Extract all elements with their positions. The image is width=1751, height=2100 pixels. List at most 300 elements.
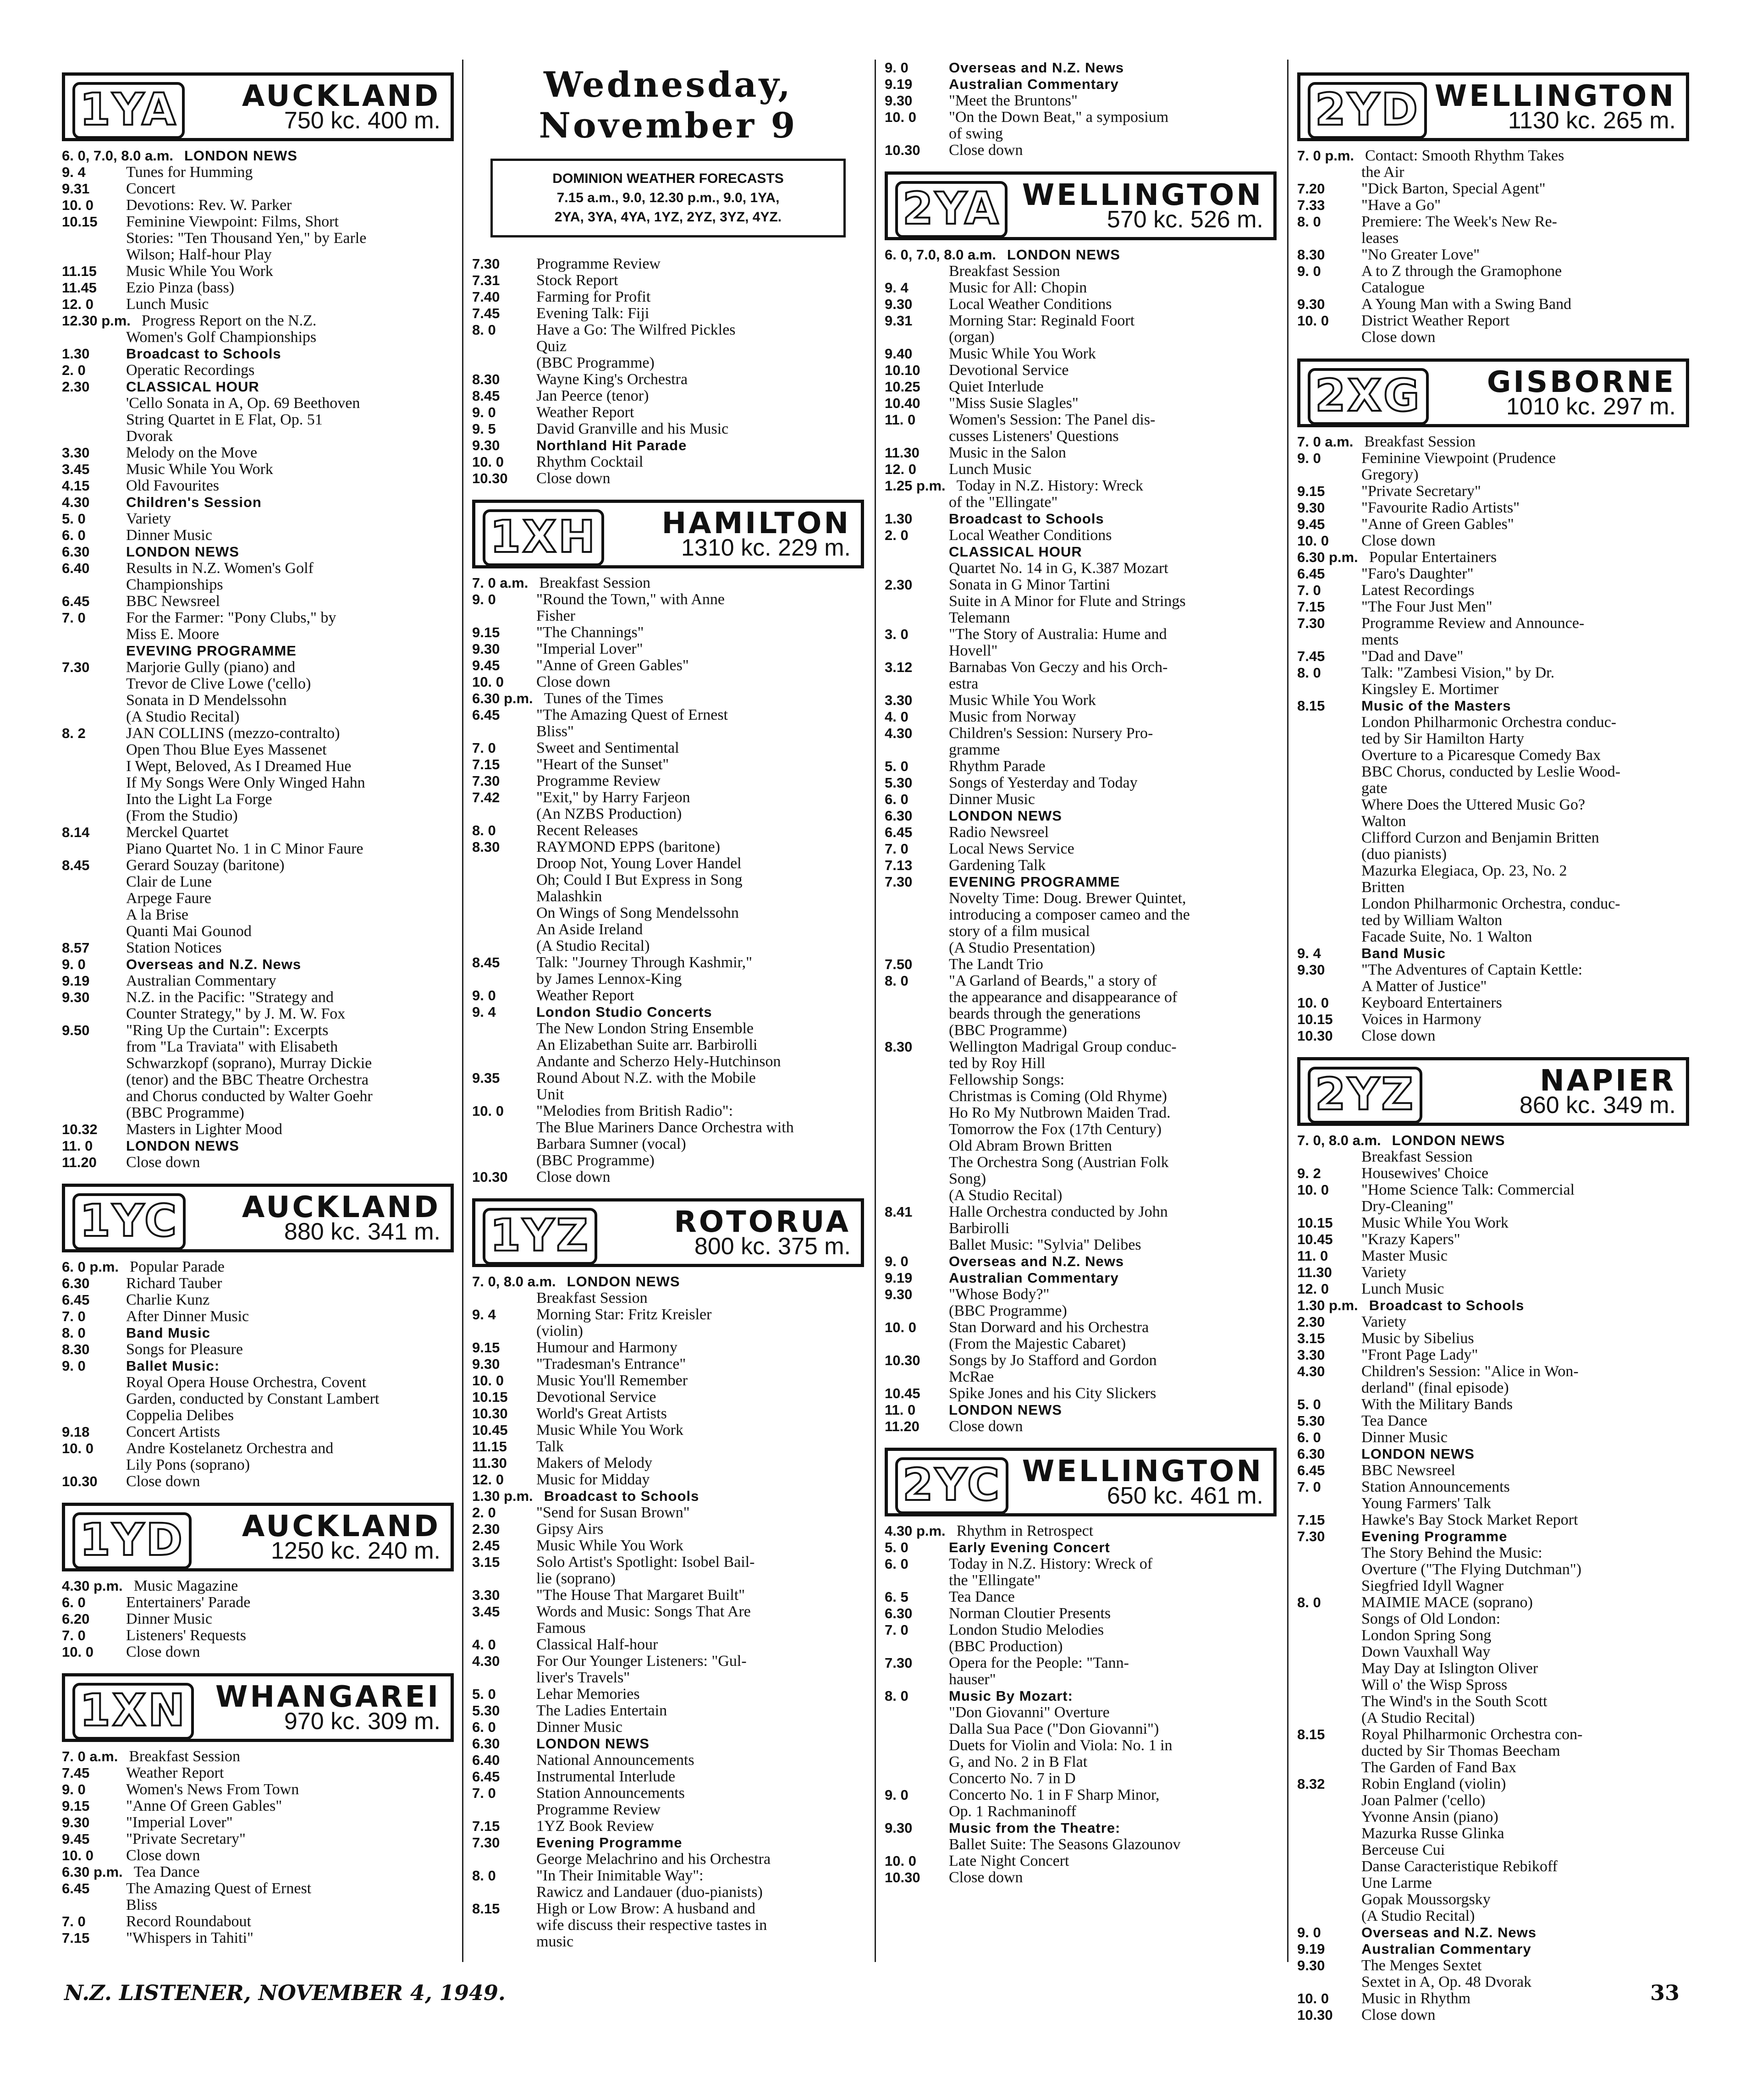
programme-text: Song): [949, 1170, 986, 1187]
programme-text: Overseas and N.Z. News: [949, 60, 1124, 76]
programme-text: Tunes of the Times: [544, 690, 664, 707]
programme-text: Open Thou Blue Eyes Massenet: [126, 741, 327, 758]
programme-text: the Air: [1361, 164, 1404, 181]
programme-time: [885, 610, 949, 626]
programme-text: Merckel Quartet: [126, 824, 229, 841]
programme-text: Australian Commentary: [949, 76, 1119, 92]
programme-text: Broadcast to Schools: [126, 346, 281, 362]
programme-text: "A Garland of Beards," a story of: [949, 972, 1157, 989]
programme-line: [1297, 929, 1689, 945]
column-4: [1297, 60, 1689, 2023]
programme-time: 7.30: [472, 773, 500, 789]
programme-line: [1297, 1627, 1689, 1644]
programme-time: [885, 428, 949, 445]
programme-time: [885, 1754, 949, 1770]
programme-line: [1297, 1792, 1689, 1809]
station-frequency: 880 kc. 341 m.: [284, 1218, 441, 1245]
station-frequency: 1010 kc. 297 m.: [1506, 393, 1676, 420]
programme-text: Quiet Interlude: [949, 378, 1044, 395]
programme-time: 6.30 p.m.: [472, 690, 533, 706]
programme-time: 11.20: [62, 1154, 97, 1170]
station-header: [472, 500, 864, 568]
programme-line: [472, 1290, 864, 1306]
programme-text: Tea Dance: [1361, 1412, 1427, 1429]
programme-line: [62, 1578, 454, 1594]
programme-text: Local Weather Conditions: [949, 296, 1112, 313]
programme-text: Gregory): [1361, 466, 1419, 483]
programme-line: [885, 313, 1277, 329]
programme-line: [885, 1572, 1277, 1589]
programme-time: [1297, 1660, 1361, 1677]
programme-text: "Anne of Green Gables": [536, 657, 689, 674]
programme-line: [62, 214, 454, 230]
programme-line: [62, 1627, 454, 1644]
programme-line: [1297, 1132, 1689, 1149]
programme-text: London Philharmonic Orchestra conduc-: [1361, 714, 1617, 731]
programme-line: [885, 1204, 1277, 1220]
programme-text: Australian Commentary: [1361, 1941, 1531, 1957]
programme-text: (A Studio Recital): [126, 708, 240, 725]
programme-line: [472, 355, 864, 371]
programme-time: 7.45: [472, 305, 500, 321]
programme-text: Droop Not, Young Lover Handel: [536, 855, 742, 872]
programme-text: Today in N.Z. History: Wreck: [956, 477, 1144, 494]
programme-time: 8.30: [885, 1039, 913, 1055]
programme-text: Into the Light La Forge: [126, 791, 272, 808]
programme-time: 9.30: [885, 1286, 913, 1302]
programme-line: [472, 1571, 864, 1587]
programme-line: [472, 1670, 864, 1686]
programme-time: [885, 890, 949, 907]
programme-line: [885, 626, 1277, 643]
programme-time: 4. 0: [885, 709, 909, 725]
programme-line: [62, 296, 454, 313]
programme-line: [1297, 230, 1689, 247]
programme-text: The Story Behind the Music:: [1361, 1544, 1542, 1561]
programme-text: MAIMIE MACE (soprano): [1361, 1594, 1533, 1611]
programme-time: 12. 0: [472, 1472, 504, 1488]
programme-time: 6.30: [472, 1736, 500, 1752]
programme-time: 10.30: [1297, 2007, 1333, 2023]
programme-text: "Don Giovanni" Overture: [949, 1704, 1110, 1721]
programme-text: Norman Cloutier Presents: [949, 1605, 1111, 1622]
programme-text: derland" (final episode): [1361, 1379, 1509, 1396]
programme-time: [62, 577, 126, 593]
programme-time: 3.15: [1297, 1330, 1325, 1346]
programme-text: gramme: [949, 741, 1000, 758]
programme-line: [1297, 483, 1689, 500]
programme-text: Sonata in D Mendelssohn: [126, 692, 287, 709]
programme-time: 7.15: [1297, 1512, 1325, 1528]
programme-text: Trevor de Clive Lowe ('cello): [126, 675, 311, 692]
programme-time: 6.30: [1297, 1446, 1325, 1462]
programme-line: [62, 1154, 454, 1171]
programme-time: 3.30: [472, 1587, 500, 1603]
programme-time: [1297, 1611, 1361, 1627]
programme-time: [1297, 164, 1361, 181]
station-city: AUCKLAND: [242, 79, 441, 113]
programme-line: [62, 1121, 454, 1138]
programme-text: (From the Studio): [126, 807, 238, 824]
programme-text: Music While You Work: [1361, 1214, 1509, 1231]
programme-time: [472, 1290, 536, 1306]
programme-time: 3.15: [472, 1554, 500, 1570]
programme-time: [472, 938, 536, 954]
programme-text: introducing a composer cameo and the: [949, 906, 1190, 923]
programme-time: 9.30: [885, 1820, 913, 1836]
programme-text: "Round the Town," with Anne: [536, 591, 725, 608]
programme-time: 7.30: [1297, 615, 1325, 631]
programme-text: Breakfast Session: [129, 1748, 241, 1765]
programme-line: [62, 1275, 454, 1292]
programme-text: Fellowship Songs:: [949, 1071, 1065, 1088]
programme-time: 1.25 p.m.: [885, 478, 946, 494]
programme-text: by James Lennox-King: [536, 970, 682, 987]
programme-line: [885, 1869, 1277, 1886]
programme-line: [885, 973, 1277, 989]
programme-line: [62, 1088, 454, 1105]
programme-time: 9.31: [62, 181, 90, 197]
programme-line: [1297, 1545, 1689, 1561]
programme-text: Children's Session: Nursery Pro-: [949, 725, 1153, 742]
programme-text: Songs for Pleasure: [126, 1341, 243, 1358]
station-callsign: 1YA: [72, 82, 185, 139]
programme-text: Andre Kostelanetz Orchestra and: [126, 1440, 334, 1457]
column-2: [472, 60, 864, 1971]
programme-text: ments: [1361, 631, 1399, 648]
programme-line: [885, 1336, 1277, 1352]
programme-time: [1297, 1198, 1361, 1215]
programme-time: 8.32: [1297, 1776, 1325, 1792]
programme-time: 10.45: [885, 1385, 920, 1401]
programme-text: N.Z. in the Pacific: "Strategy and: [126, 989, 334, 1006]
programme-text: Young Farmers' Talk: [1361, 1495, 1492, 1512]
programme-time: [885, 989, 949, 1006]
programme-line: [1297, 1479, 1689, 1495]
programme-time: [1297, 731, 1361, 747]
programme-text: "Melodies from British Radio":: [536, 1102, 733, 1119]
programme-line: [885, 808, 1277, 824]
programme-line: [885, 511, 1277, 527]
programme-text: Master Music: [1361, 1247, 1448, 1264]
station-city: ROTORUA: [674, 1205, 851, 1239]
programme-time: 8.15: [472, 1901, 500, 1917]
programme-text: "In Their Inimitable Way":: [536, 1867, 704, 1884]
programme-time: 9.30: [62, 989, 90, 1005]
programme-text: Tea Dance: [949, 1588, 1015, 1605]
programme-line: [885, 989, 1277, 1006]
programme-text: World's Great Artists: [536, 1405, 667, 1422]
programme-line: [62, 1930, 454, 1946]
programme-text: LONDON NEWS: [567, 1273, 680, 1290]
programme-line: [1297, 714, 1689, 731]
programme-text: Concerto No. 7 in D: [949, 1770, 1076, 1787]
programme-time: 9.30: [1297, 296, 1325, 312]
programme-line: [1297, 1149, 1689, 1165]
programme-time: 10.30: [885, 1869, 920, 1885]
programme-time: 10.30: [62, 1473, 98, 1489]
programme-time: 8.14: [62, 824, 90, 840]
programme-text: Dry-Cleaning": [1361, 1198, 1454, 1215]
programme-line: [885, 1787, 1277, 1803]
programme-text: of swing: [949, 125, 1003, 142]
programme-line: [62, 692, 454, 709]
programme-line: [885, 93, 1277, 109]
programme-line: [62, 1358, 454, 1374]
programme-line: [885, 791, 1277, 808]
programme-line: [62, 511, 454, 527]
programme-line: [62, 1407, 454, 1424]
programme-time: 6. 0, 7.0, 8.0 a.m.: [62, 148, 173, 164]
programme-text: Record Roundabout: [126, 1913, 251, 1930]
programme-time: 9.50: [62, 1022, 90, 1038]
programme-text: leases: [1361, 230, 1399, 247]
programme-time: [885, 1138, 949, 1154]
programme-time: 6.30: [885, 1605, 913, 1621]
programme-line: [1297, 1446, 1689, 1462]
programme-time: 11. 0: [62, 1138, 93, 1154]
programme-line: [62, 1341, 454, 1358]
programme-text: Christmas is Coming (Old Rhyme): [949, 1088, 1167, 1105]
programme-text: Classical Half-hour: [536, 1636, 658, 1653]
programme-time: [1297, 1677, 1361, 1693]
programme-line: [1297, 1941, 1689, 1957]
programme-line: [885, 1704, 1277, 1721]
programme-time: 3.45: [62, 461, 90, 477]
programme-time: 6. 5: [885, 1589, 909, 1605]
programme-time: [62, 230, 126, 247]
programme-line: [472, 674, 864, 690]
station-header: [1297, 72, 1689, 141]
programme-text: Morning Star: Fritz Kreisler: [536, 1306, 712, 1323]
programme-text: Close down: [536, 470, 611, 487]
programme-text: Late Night Concert: [949, 1852, 1069, 1869]
programme-line: [885, 1688, 1277, 1704]
programme-text: Overseas and N.Z. News: [126, 956, 302, 972]
programme-line: [885, 758, 1277, 775]
programme-line: [472, 872, 864, 888]
programme-line: [1297, 549, 1689, 566]
programme-line: [1297, 1314, 1689, 1330]
programme-text: A Matter of Justice": [1361, 978, 1487, 995]
programme-text: Gerard Souzay (baritone): [126, 857, 285, 874]
programme-line: [1297, 912, 1689, 929]
programme-line: [885, 1369, 1277, 1385]
programme-line: [885, 1655, 1277, 1671]
programme-text: (From the Majestic Cabaret): [949, 1335, 1126, 1352]
programme-line: [885, 1154, 1277, 1171]
station-callsign: 1YZ: [483, 1208, 597, 1265]
programme-line: [885, 1006, 1277, 1022]
programme-text: A to Z through the Gramophone: [1361, 263, 1562, 280]
programme-line: [62, 1325, 454, 1341]
programme-line: [62, 1748, 454, 1765]
programme-time: [1297, 912, 1361, 929]
programme-text: Weather Report: [536, 987, 634, 1004]
programme-time: 9.15: [472, 624, 500, 640]
programme-time: 12. 0: [1297, 1281, 1329, 1297]
programme-text: Instrumental Interlude: [536, 1768, 676, 1785]
programme-time: 6.40: [472, 1752, 500, 1768]
programme-text: Dinner Music: [1361, 1429, 1448, 1446]
programme-line: [472, 338, 864, 355]
programme-line: [885, 362, 1277, 379]
programme-line: [472, 1901, 864, 1917]
programme-line: [885, 1303, 1277, 1319]
programme-line: [1297, 830, 1689, 846]
station-header: [472, 1198, 864, 1267]
programme-text: "Imperial Lover": [536, 640, 643, 657]
programme-line: [1297, 1198, 1689, 1215]
programme-time: 9.19: [62, 973, 90, 989]
programme-line: [885, 923, 1277, 940]
programme-time: 10.30: [1297, 1028, 1333, 1044]
programme-line: [472, 1323, 864, 1339]
programme-line: [1297, 1759, 1689, 1776]
programme-line: [472, 1389, 864, 1406]
programme-text: Close down: [536, 1169, 611, 1185]
programme-time: [1297, 846, 1361, 863]
station-city: WELLINGTON: [1022, 1455, 1263, 1488]
programme-time: [472, 1851, 536, 1868]
programme-line: [62, 379, 454, 395]
programme-line: [472, 1884, 864, 1901]
programme-line: [1297, 500, 1689, 516]
programme-text: Music You'll Remember: [536, 1372, 688, 1389]
programme-text: liver's Travels": [536, 1669, 630, 1686]
programme-time: 6.45: [62, 1292, 90, 1308]
programme-line: [472, 888, 864, 905]
programme-time: [1297, 1891, 1361, 1908]
programme-text: Music by Sibelius: [1361, 1330, 1474, 1347]
programme-line: [1297, 1726, 1689, 1743]
programme-text: Music While You Work: [536, 1422, 683, 1439]
programme-text: String Quartet in E Flat, Op. 51: [126, 411, 323, 428]
programme-line: [1297, 296, 1689, 313]
programme-line: [1297, 164, 1689, 181]
programme-text: Robin England (violin): [1361, 1775, 1506, 1792]
programme-time: 10. 0: [62, 197, 94, 213]
programme-text: (BBC Programme): [126, 1104, 244, 1121]
programme-line: [1297, 533, 1689, 549]
programme-time: 9.35: [472, 1070, 500, 1086]
programme-text: Catalogue: [1361, 279, 1425, 296]
programme-time: 4. 0: [472, 1637, 496, 1653]
programme-text: Housewives' Choice: [1361, 1165, 1489, 1182]
programme-time: 9.30: [1297, 962, 1325, 978]
programme-time: 7.15: [62, 1930, 90, 1946]
programme-time: 4.30: [62, 494, 90, 510]
programme-line: [1297, 1011, 1689, 1028]
programme-text: Oh; Could I But Express in Song: [536, 871, 743, 888]
programme-time: 6. 0: [62, 527, 86, 543]
programme-line: [472, 641, 864, 657]
programme-line: [472, 789, 864, 806]
programme-line: [1297, 846, 1689, 863]
programme-line: [472, 1273, 864, 1290]
programme-time: 10.30: [885, 1352, 920, 1368]
programme-text: Counter Strategy," by J. M. W. Fox: [126, 1005, 346, 1022]
programme-time: 9.15: [62, 1798, 90, 1814]
programme-text: Station Announcements: [1361, 1478, 1510, 1495]
programme-text: London Spring Song: [1361, 1627, 1492, 1644]
programme-time: [885, 1836, 949, 1853]
programme-time: 4.30: [472, 1653, 500, 1669]
programme-line: [62, 1880, 454, 1897]
programme-time: 8. 0: [472, 1868, 496, 1884]
programme-line: [885, 1820, 1277, 1836]
programme-time: [885, 1369, 949, 1385]
programme-line: [885, 1418, 1277, 1435]
programme-text: Clair de Lune: [126, 873, 212, 890]
programme-time: 3.45: [472, 1604, 500, 1620]
programme-text: (An NZBS Production): [536, 805, 682, 822]
programme-text: Spike Jones and his City Slickers: [949, 1385, 1156, 1402]
programme-time: 9. 0: [1297, 1924, 1321, 1940]
programme-time: 7. 0: [62, 1913, 86, 1929]
programme-time: 6.45: [62, 593, 90, 609]
programme-line: [885, 1836, 1277, 1853]
programme-text: Down Vauxhall Way: [1361, 1643, 1491, 1660]
programme-text: The Blue Mariners Dance Orchestra with: [536, 1119, 794, 1136]
programme-line: [472, 371, 864, 388]
programme-line: [1297, 247, 1689, 263]
programme-line: [1297, 1297, 1689, 1314]
programme-line: [1297, 1330, 1689, 1347]
programme-text: Station Announcements: [536, 1785, 685, 1802]
programme-time: [885, 676, 949, 692]
programme-time: [885, 560, 949, 577]
programme-line: [62, 1814, 454, 1831]
programme-line: [885, 1523, 1277, 1539]
programme-time: 10.15: [1297, 1011, 1333, 1027]
programme-time: [62, 1374, 126, 1391]
programme-time: 10.45: [472, 1422, 508, 1438]
programme-text: Variety: [1361, 1264, 1407, 1281]
programme-text: Close down: [1361, 2006, 1436, 2023]
programme-time: 6.45: [1297, 1462, 1325, 1478]
programme-text: Weather Report: [536, 404, 634, 421]
programme-time: [885, 1006, 949, 1022]
programme-text: LONDON NEWS: [126, 544, 239, 560]
programme-line: [472, 591, 864, 608]
programme-time: [885, 1770, 949, 1787]
programme-text: Operatic Recordings: [126, 362, 255, 379]
programme-time: 10. 0: [62, 1847, 94, 1863]
programme-line: [472, 608, 864, 624]
programme-text: CLASSICAL HOUR: [949, 544, 1082, 560]
programme-line: [885, 643, 1277, 659]
programme-line: [885, 1187, 1277, 1204]
programme-line: [1297, 1908, 1689, 1924]
programme-time: 1.30 p.m.: [1297, 1297, 1358, 1313]
programme-text: 1YZ Book Review: [536, 1818, 654, 1835]
programme-text: "Exit," by Harry Farjeon: [536, 789, 690, 806]
programme-text: (A Studio Recital): [1361, 1709, 1475, 1726]
programme-text: Dinner Music: [949, 791, 1035, 808]
programme-line: [1297, 516, 1689, 533]
programme-line: [472, 404, 864, 421]
programme-text: High or Low Brow: A husband and: [536, 1900, 755, 1917]
programme-line: [1297, 582, 1689, 599]
programme-line: [62, 445, 454, 461]
programme-text: Barnabas Von Geczy and his Orch-: [949, 659, 1168, 676]
programme-text: (BBC Programme): [949, 1022, 1067, 1039]
programme-time: 1.30: [62, 346, 90, 362]
programme-time: [1297, 1578, 1361, 1594]
programme-time: [62, 1088, 126, 1105]
programme-time: [885, 593, 949, 610]
